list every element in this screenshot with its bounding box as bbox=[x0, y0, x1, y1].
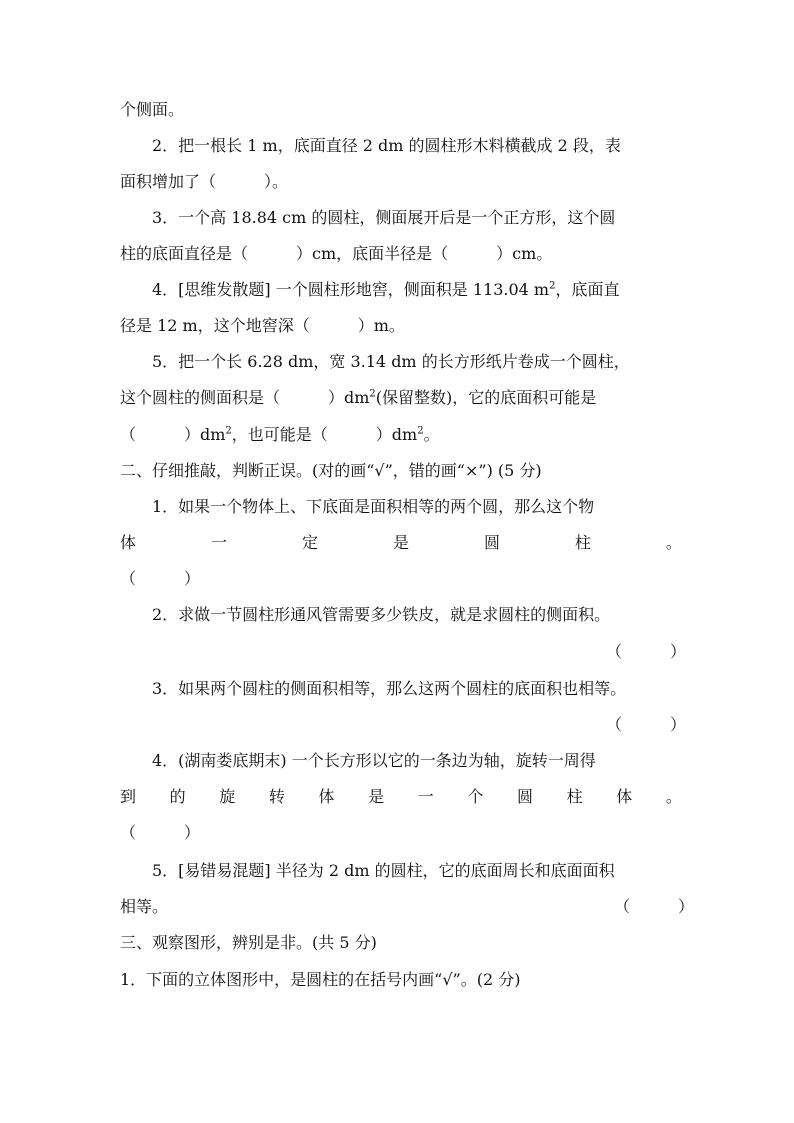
judge-q2-answer-parentheses[interactable]: （ ） bbox=[606, 642, 687, 661]
judge-q5-answer-parentheses[interactable]: （ ） bbox=[614, 897, 695, 916]
fill-q2-line1: 2．把一根长 1 m，底面直径 2 dm 的圆柱形木料横截成 2 段，表 bbox=[152, 136, 621, 155]
judge-q4-char: 到 bbox=[120, 787, 137, 806]
judge-q4-char: 。 bbox=[665, 787, 682, 806]
fill-q4-text-a: 4．[思维发散题] 一个圆柱形地窖，侧面积是 113.04 m bbox=[152, 280, 550, 299]
judge-q1-char: 定 bbox=[301, 533, 318, 552]
judge-q2-line1: 2．求做一节圆柱形通风管需要多少铁皮，就是求圆柱的侧面积。 bbox=[152, 605, 611, 624]
judge-q4-char: 体 bbox=[318, 787, 335, 806]
judge-q1-char: 体 bbox=[120, 533, 137, 552]
previous-question-tail: 个侧面。 bbox=[120, 100, 185, 119]
fill-q4-superscript: 2 bbox=[549, 280, 556, 292]
judge-q5-line1: 5．[易错易混题] 半径为 2 dm 的圆柱，它的底面周长和底面面积 bbox=[152, 861, 615, 880]
judge-q4-char: 个 bbox=[467, 787, 484, 806]
fill-q2-line2: 面积增加了（ ）。 bbox=[120, 172, 289, 191]
judge-q1-char: 一 bbox=[210, 533, 227, 552]
fill-q4-line1 bbox=[152, 280, 682, 300]
judge-q3-answer-parentheses[interactable]: （ ） bbox=[606, 715, 687, 734]
judge-q1-char: 是 bbox=[392, 533, 409, 552]
fill-q5-line2-text-b: (保留整数)，它的底面积可能是 bbox=[375, 388, 597, 407]
judge-q4-char: 旋 bbox=[219, 787, 236, 806]
judge-q4-char: 的 bbox=[169, 787, 186, 806]
fill-q4-line2: 径是 12 m，这个地窖深（ ）m。 bbox=[120, 316, 405, 335]
fill-q5-line1: 5．把一个长 6.28 dm，宽 3.14 dm 的长方形纸片卷成一个圆柱， bbox=[152, 352, 630, 371]
judge-q4-char: 一 bbox=[417, 787, 434, 806]
fill-q5-line2-text-a: 这个圆柱的侧面积是（ ）dm bbox=[120, 388, 370, 407]
judge-q1-char: 。 bbox=[665, 533, 682, 552]
judge-q4-char: 圆 bbox=[517, 787, 534, 806]
fill-q5-line3-text-c: 。 bbox=[423, 425, 440, 444]
fill-q5-line3-superscript-1: 2 bbox=[225, 425, 232, 437]
fill-q5-line2-superscript: 2 bbox=[369, 388, 376, 400]
observe-q1-line1: 1．下面的立体图形中，是圆柱的在括号内画“√”。(2 分) bbox=[120, 970, 521, 989]
fill-q3-line1: 3．一个高 18.84 cm 的圆柱，侧面展开后是一个正方形，这个圆 bbox=[152, 208, 616, 227]
fill-q5-line2 bbox=[120, 388, 682, 408]
judge-q1-line2 bbox=[120, 533, 682, 553]
judge-q4-answer-parentheses[interactable]: （ ） bbox=[120, 823, 201, 842]
section-three-heading: 三、观察图形，辨别是非。(共 5 分) bbox=[120, 933, 377, 952]
judge-q4-char: 体 bbox=[616, 787, 633, 806]
judge-q3-line1: 3．如果两个圆柱的侧面积相等，那么这两个圆柱的底面积也相等。 bbox=[152, 679, 627, 698]
fill-q5-line3-text-b: ，也可能是（ ）dm bbox=[231, 425, 418, 444]
fill-q4-text-b: ，底面直 bbox=[555, 280, 620, 299]
fill-q5-line3-superscript-2: 2 bbox=[417, 425, 424, 437]
judge-q1-char: 圆 bbox=[483, 533, 500, 552]
judge-q4-char: 转 bbox=[268, 787, 285, 806]
judge-q1-char: 柱 bbox=[574, 533, 591, 552]
judge-q1-answer-parentheses[interactable]: （ ） bbox=[120, 569, 201, 588]
judge-q4-line1: 4．(湖南娄底期末) 一个长方形以它的一条边为轴，旋转一周得 bbox=[152, 751, 596, 770]
fill-q3-line2: 柱的底面直径是（ ）cm，底面半径是（ ）cm。 bbox=[120, 244, 553, 263]
judge-q5-line2: 相等。 bbox=[120, 897, 169, 916]
judge-q1-line1: 1．如果一个物体上、下底面是面积相等的两个圆，那么这个物 bbox=[152, 497, 595, 516]
fill-q5-line3 bbox=[120, 425, 682, 445]
judge-q4-char: 是 bbox=[368, 787, 385, 806]
judge-q4-char: 柱 bbox=[566, 787, 583, 806]
section-two-heading: 二、仔细推敲，判断正误。(对的画“√”，错的画“×”) (5 分) bbox=[120, 461, 542, 480]
fill-q5-line3-text-a: （ ）dm bbox=[120, 425, 226, 444]
judge-q4-line2 bbox=[120, 787, 682, 807]
